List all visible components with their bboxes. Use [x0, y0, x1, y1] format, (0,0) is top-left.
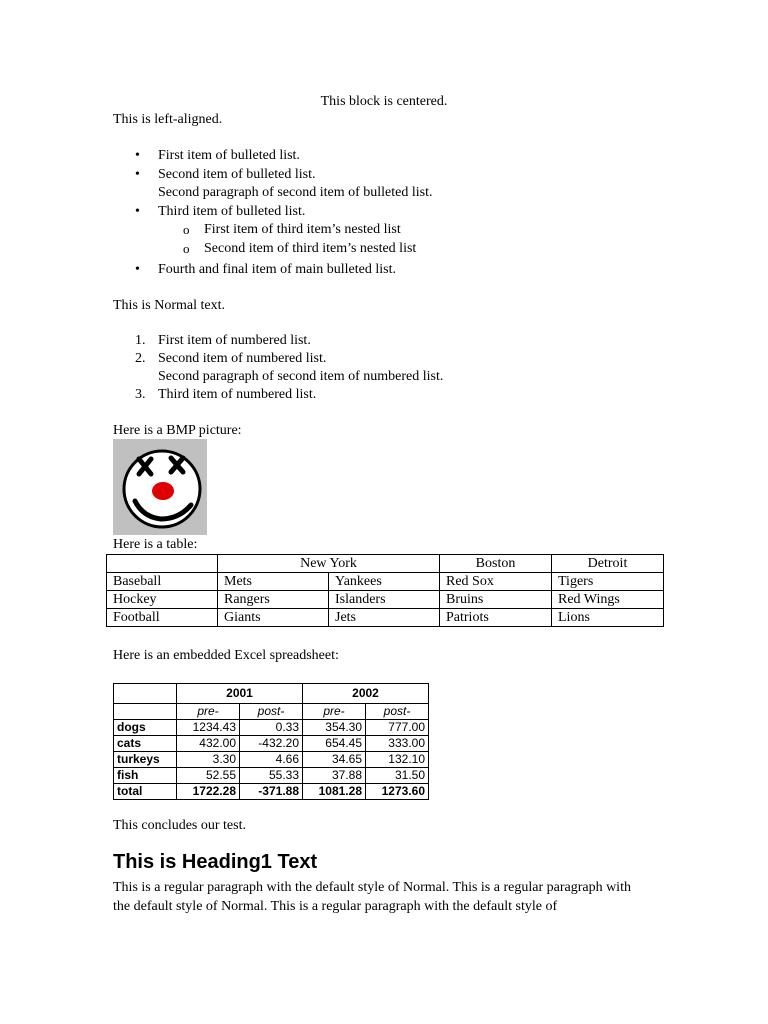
table-cell: Baseball [107, 573, 218, 591]
conclusion-text: This concludes our test. [113, 818, 246, 833]
spreadsheet-cell [114, 704, 177, 720]
subheader-cell: post- [240, 704, 303, 720]
spreadsheet-cell: 4.66 [240, 752, 303, 768]
table-cell: Mets [218, 573, 329, 591]
spreadsheet-cell: 354.30 [303, 720, 366, 736]
table-header-row [107, 555, 664, 573]
clown-face-image [113, 439, 207, 535]
row-label: turkeys [114, 752, 177, 768]
bullet-icon: • [135, 262, 140, 277]
table-cell: Red Wings [552, 591, 664, 609]
row-label: dogs [114, 720, 177, 736]
spreadsheet-cell: 654.45 [303, 736, 366, 752]
list-item: Third item of bulleted list. [158, 204, 306, 219]
list-number: 3. [135, 387, 146, 402]
table-header-cell: Boston [440, 555, 552, 573]
spreadsheet-cell: 1722.28 [177, 784, 240, 800]
row-label: fish [114, 768, 177, 784]
list-number: 1. [135, 333, 146, 348]
spreadsheet-cell: 34.65 [303, 752, 366, 768]
table-cell: Lions [552, 609, 664, 627]
table-row [107, 609, 664, 627]
spreadsheet-cell: 777.00 [366, 720, 429, 736]
list-item-paragraph: Second paragraph of second item of numbered list. [158, 369, 444, 384]
spreadsheet-cell: 132.10 [366, 752, 429, 768]
nested-list-item: Second item of third item’s nested list [204, 241, 417, 256]
clown-face-icon [113, 439, 207, 535]
list-number: 2. [135, 351, 146, 366]
spreadsheet-cell [114, 684, 177, 704]
spreadsheet-cell: 0.33 [240, 720, 303, 736]
list-item: First item of bulleted list. [158, 148, 300, 163]
table-cell: Islanders [329, 591, 440, 609]
table-cell: Football [107, 609, 218, 627]
table-header-cell: Detroit [552, 555, 664, 573]
spreadsheet-cell: 37.88 [303, 768, 366, 784]
spreadsheet-cell: 52.55 [177, 768, 240, 784]
spreadsheet-row [114, 768, 429, 784]
spreadsheet-cell: -432.20 [240, 736, 303, 752]
sub-bullet-icon: o [183, 241, 190, 256]
table-cell: Hockey [107, 591, 218, 609]
row-label: cats [114, 736, 177, 752]
year-header: 2001 [177, 684, 303, 704]
table-cell: Tigers [552, 573, 664, 591]
table-cell: Red Sox [440, 573, 552, 591]
list-item: Fourth and final item of main bulleted list. [158, 262, 396, 277]
spreadsheet-cell: 333.00 [366, 736, 429, 752]
spreadsheet-cell: 1273.60 [366, 784, 429, 800]
bullet-icon: • [135, 167, 140, 182]
spreadsheet-cell: 3.30 [177, 752, 240, 768]
left-aligned-text: This is left-aligned. [113, 112, 223, 127]
list-item: First item of numbered list. [158, 333, 311, 348]
nested-list-item: First item of third item’s nested list [204, 222, 401, 237]
excel-caption: Here is an embedded Excel spreadsheet: [113, 648, 339, 663]
sub-bullet-icon: o [183, 222, 190, 237]
list-item-paragraph: Second paragraph of second item of bulleted list. [158, 185, 433, 200]
table-cell: Yankees [329, 573, 440, 591]
list-item: Third item of numbered list. [158, 387, 317, 402]
normal-text: This is Normal text. [113, 298, 225, 313]
table-caption: Here is a table: [113, 537, 198, 552]
row-label: total [114, 784, 177, 800]
table-cell: Giants [218, 609, 329, 627]
list-item: Second item of bulleted list. [158, 167, 316, 182]
sports-table [106, 554, 664, 627]
bullet-icon: • [135, 204, 140, 219]
spreadsheet-total-row [114, 784, 429, 800]
table-cell: Bruins [440, 591, 552, 609]
excel-spreadsheet [113, 683, 429, 800]
subheader-cell: pre- [177, 704, 240, 720]
spreadsheet-cell: 432.00 [177, 736, 240, 752]
table-header-cell: New York [218, 555, 440, 573]
spreadsheet-cell: -371.88 [240, 784, 303, 800]
table-cell: Rangers [218, 591, 329, 609]
table-row [107, 573, 664, 591]
table-cell: Patriots [440, 609, 552, 627]
spreadsheet-subheader-row [114, 704, 429, 720]
spreadsheet-cell: 55.33 [240, 768, 303, 784]
spreadsheet-cell: 31.50 [366, 768, 429, 784]
list-item: Second item of numbered list. [158, 351, 327, 366]
spreadsheet-cell: 1081.28 [303, 784, 366, 800]
spreadsheet-row [114, 736, 429, 752]
year-header: 2002 [303, 684, 429, 704]
centered-text: This block is centered. [320, 94, 448, 109]
regular-paragraph: This is a regular paragraph with the default style of Normal. This is a regular paragraph with the default style of Normal. This is a regular paragraph with the default style of [113, 880, 631, 914]
table-cell: Jets [329, 609, 440, 627]
subheader-cell: post- [366, 704, 429, 720]
bullet-icon: • [135, 148, 140, 163]
bmp-caption: Here is a BMP picture: [113, 423, 242, 438]
table-cell [107, 555, 218, 573]
heading1: This is Heading1 Text [113, 851, 318, 873]
spreadsheet-row [114, 752, 429, 768]
subheader-cell: pre- [303, 704, 366, 720]
spreadsheet-row [114, 720, 429, 736]
spreadsheet-year-row [114, 684, 429, 704]
spreadsheet-cell: 1234.43 [177, 720, 240, 736]
table-row [107, 591, 664, 609]
